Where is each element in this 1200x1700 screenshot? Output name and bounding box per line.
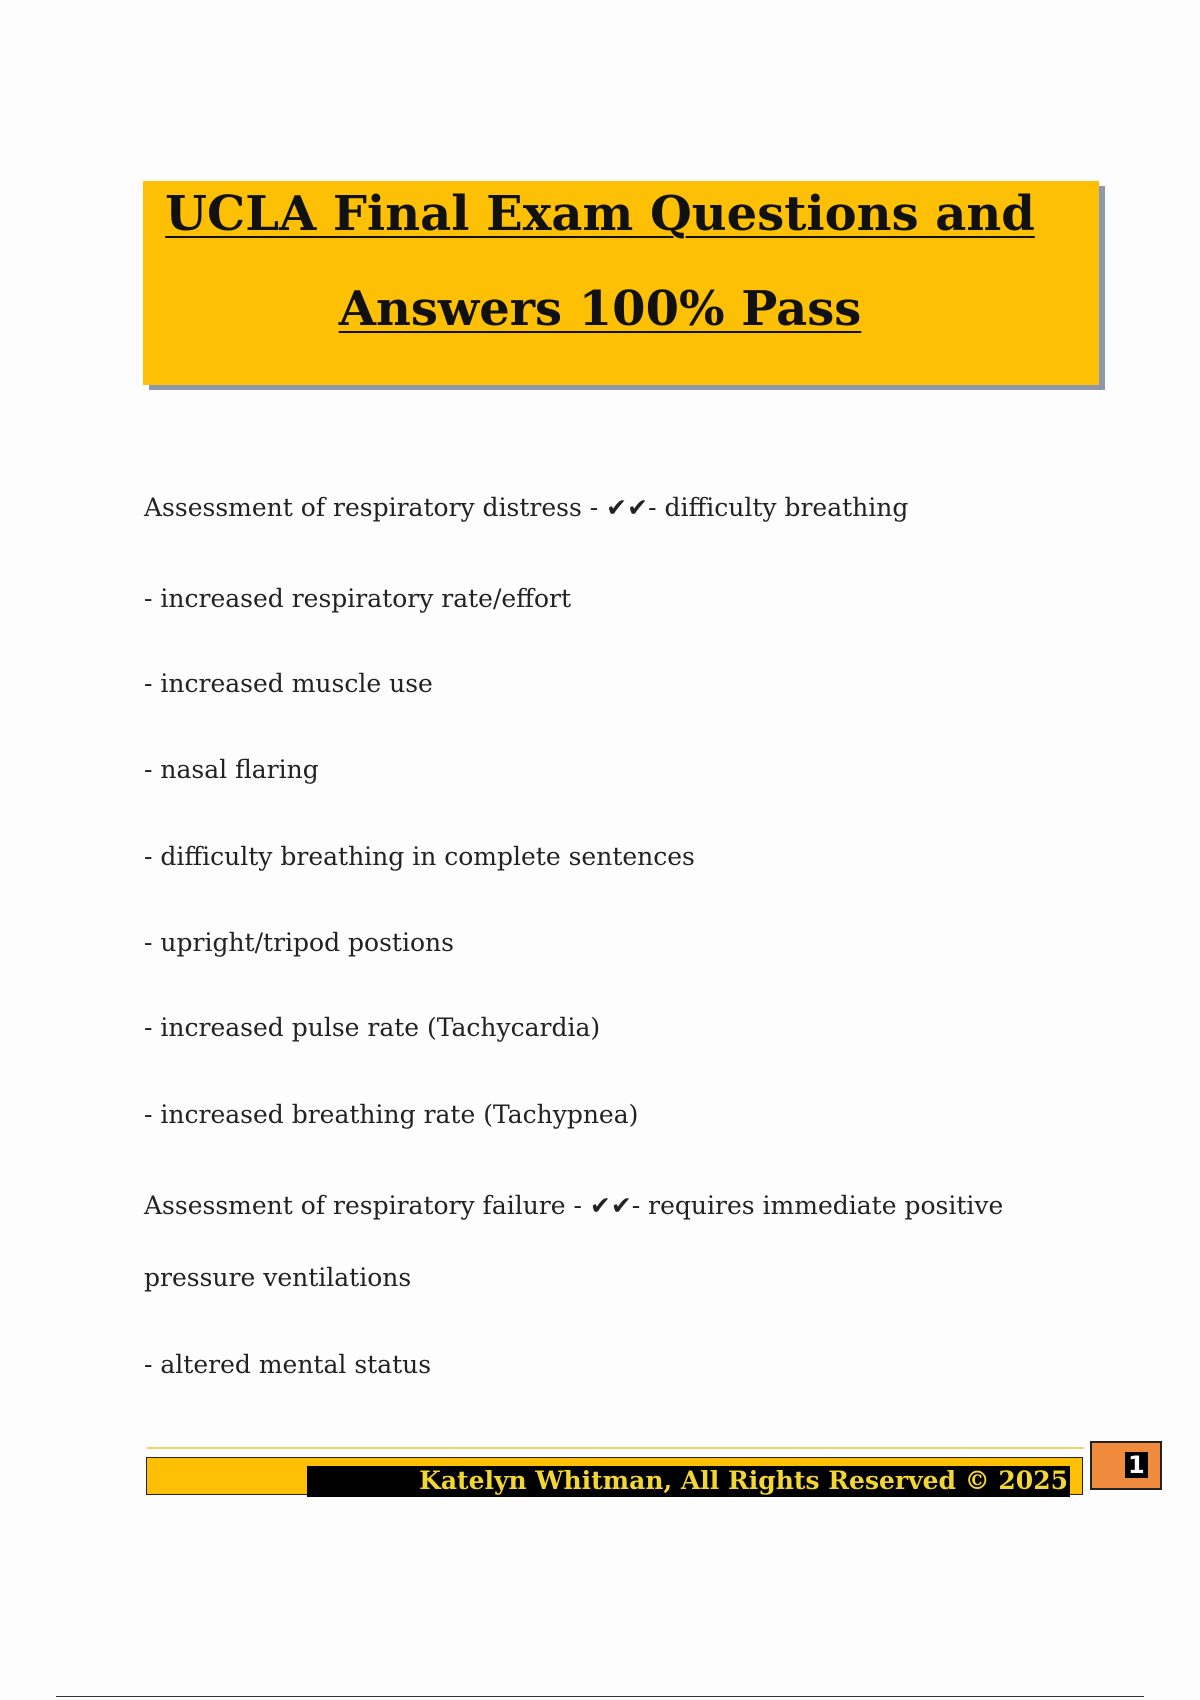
answer-line: - altered mental status xyxy=(144,1350,432,1379)
footer-divider xyxy=(147,1447,1084,1449)
page-bottom-divider xyxy=(56,1696,1144,1697)
page-number: 1 xyxy=(1125,1452,1148,1478)
answer-line: - difficulty breathing in complete sentences xyxy=(144,842,695,871)
answer-line: - increased breathing rate (Tachypnea) xyxy=(144,1100,639,1129)
answer-line: - nasal flaring xyxy=(144,755,319,784)
footer-copyright: Katelyn Whitman, All Rights Reserved © 2025 xyxy=(419,1466,1068,1495)
answer-line: - increased muscle use xyxy=(144,669,433,698)
title-line-1 xyxy=(0,186,1200,242)
title-text-2: Answers 100% Pass xyxy=(338,281,862,337)
answer-line: - increased respiratory rate/effort xyxy=(144,584,571,613)
answer-line: - upright/tripod postions xyxy=(144,928,454,957)
title-text-1: UCLA Final Exam Questions and xyxy=(165,186,1035,242)
answer-line: pressure ventilations xyxy=(144,1263,412,1292)
title-line-2 xyxy=(0,281,1200,337)
question-respiratory-failure: Assessment of respiratory failure - ✔✔- requires immediate positive xyxy=(144,1191,1004,1220)
answer-line: - increased pulse rate (Tachycardia) xyxy=(144,1013,601,1042)
question-respiratory-distress: Assessment of respiratory distress - ✔✔- difficulty breathing xyxy=(144,493,909,522)
